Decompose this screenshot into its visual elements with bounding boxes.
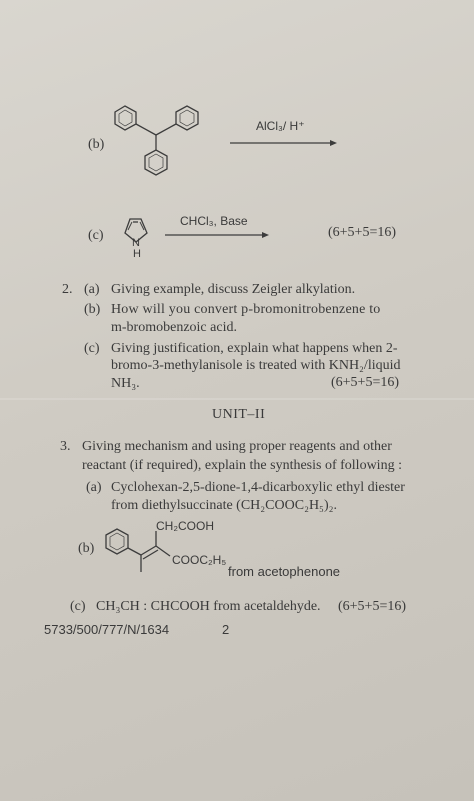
q2b-label: (b)	[84, 302, 101, 317]
q3a-line2: from diethylsuccinate (CH₂COOC₂H₅)₂.	[111, 498, 337, 513]
q3-intro-line2: reactant (if required), explain the synthesis of following :	[82, 458, 402, 473]
q2-marks: (6+5+5=16)	[331, 375, 400, 390]
q1c-label: (c)	[88, 228, 104, 243]
q3c-label: (c)	[70, 599, 86, 614]
q2a-text: Giving example, discuss Zeigler alkylation.	[111, 282, 356, 297]
q2a-label: (a)	[84, 282, 100, 297]
q3b-label: (b)	[78, 541, 95, 556]
q3c-text: CH₃CH : CHCOOH from acetaldehyde.	[96, 599, 321, 614]
unit-heading: UNIT–II	[212, 407, 266, 422]
q1c-reagent: CHCl₃, Base	[180, 214, 248, 228]
q3b-group-ch2cooh: CH₂COOH	[156, 519, 214, 533]
q2b-line2: m-bromobenzoic acid.	[111, 320, 237, 335]
q3a-label: (a)	[86, 480, 102, 495]
q1b-reagent: AlCl₃/ H⁺	[256, 119, 305, 133]
q3-marks: (6+5+5=16)	[338, 599, 407, 614]
q3b-group-cooc2h5: COOC₂H₅	[172, 553, 227, 567]
q2c-line3: NH₃.	[111, 376, 140, 391]
paper-code: 5733/500/777/N/1634	[44, 622, 170, 637]
q2-number: 2.	[62, 282, 73, 297]
q2b-line1: How will you convert p-bromonitrobenzene to	[111, 302, 381, 317]
pyrrole-nitrogen: N	[132, 237, 140, 249]
q3a-line1: Cyclohexan-2,5-dione-1,4-dicarboxylic ethyl diester	[111, 480, 405, 495]
q3b-from: from acetophenone	[228, 564, 341, 579]
page-number: 2	[222, 622, 230, 637]
q2c-line2: bromo-3-methylanisole is treated with KNH₂/liquid	[111, 358, 401, 373]
q3-intro-line1: Giving mechanism and using proper reagents and other	[82, 439, 392, 454]
q3-number: 3.	[60, 439, 71, 454]
pyrrole-hydrogen: H	[133, 248, 141, 260]
q1-marks: (6+5+5=16)	[328, 225, 397, 240]
q2c-label: (c)	[84, 341, 100, 356]
q2c-line1: Giving justification, explain what happens when 2-	[111, 341, 398, 356]
q1b-label: (b)	[88, 137, 105, 152]
